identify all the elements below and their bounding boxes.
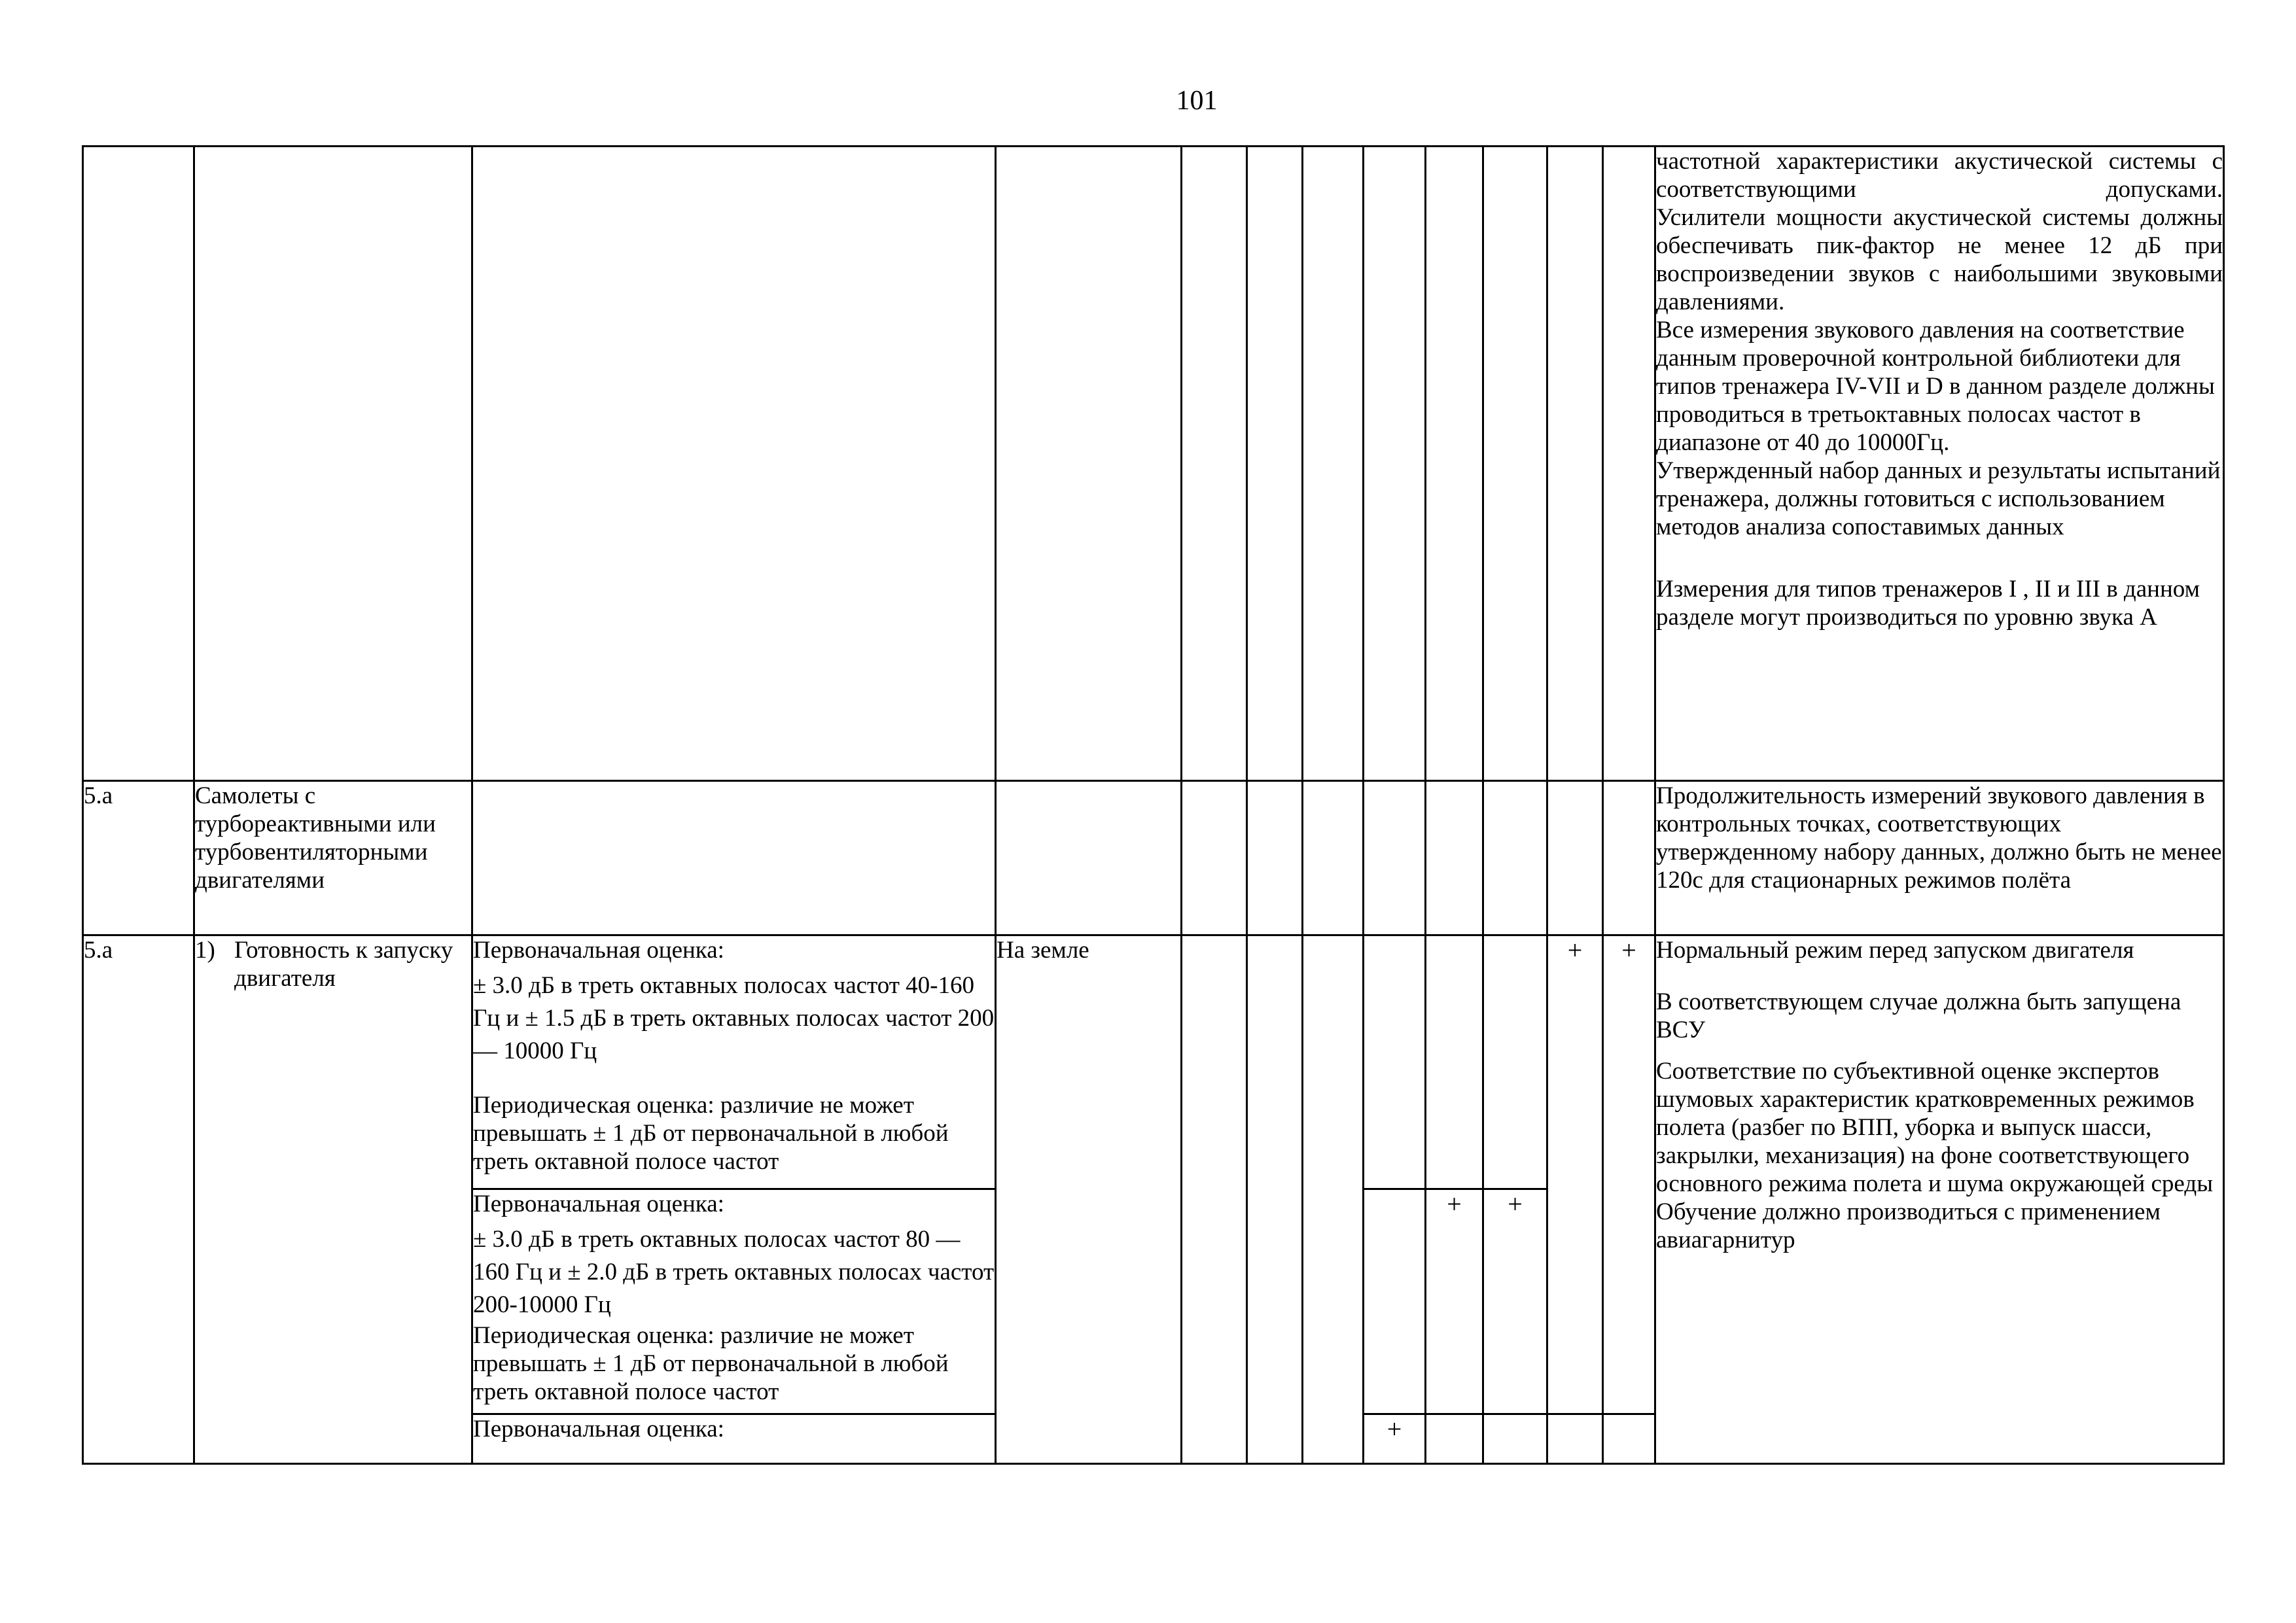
evaluation-initial-title: Первоначальная оценка: xyxy=(473,937,724,964)
cell-evaluation xyxy=(472,935,996,1189)
cell-number xyxy=(83,147,194,781)
table-row-engine-start xyxy=(83,935,2224,1189)
cell-condition: На земле xyxy=(996,935,1182,1464)
item-number: 1) xyxy=(195,937,215,964)
cell-number: 5.a xyxy=(83,935,194,1464)
evaluation-initial-text: ± 3.0 дБ в треть октавных полосах частот 40-160 Гц и ± 1.5 дБ в треть октавных полосах частот 200 — 10000 Гц xyxy=(473,972,995,1064)
requirement-text: Утвержденный набор данных и результаты испытаний тренажера, должны готовиться с использованием методов анализа сопоставимых данных xyxy=(1656,457,2221,540)
evaluation-initial-text: ± 3.0 дБ в треть октавных полосах частот 80 — 160 Гц и ± 2.0 дБ в треть октавных полосах частот 200-10000 Гц xyxy=(473,1226,995,1318)
cell-condition xyxy=(996,147,1182,781)
evaluation-periodic-text: Периодическая оценка: различие не может превышать ± 1 дБ от первоначальной в любой треть октавной полосе частот xyxy=(473,1092,949,1175)
plus-mark: + xyxy=(1483,1189,1547,1414)
requirement-text: частотной характеристики акустической системы с соответствующими допусками. xyxy=(1656,148,2223,203)
table-row-aircraft-type xyxy=(83,781,2224,935)
plus-mark: + xyxy=(1426,1189,1483,1414)
requirement-text: Измерения для типов тренажеров I , II и III в данном разделе могут производиться по уровню звука A xyxy=(1656,576,2200,631)
cell-evaluation xyxy=(472,147,996,781)
requirement-text: Обучение должно производиться с применением авиагарнитур xyxy=(1656,1198,2161,1253)
requirement-text: Соответствие по субъективной оценке экспертов шумовых характеристик кратковременных режимов полета (разбег по ВПП, уборка и выпуск шасси, закрылки, механизация) на фоне соответствующего основного режима полета и шума окружающей среды xyxy=(1656,1058,2214,1197)
cell-requirements: Продолжительность измерений звукового давления в контрольных точках, соответствующих утвержденному набору данных, должно быть не менее 120с для стационарных режимов полёта xyxy=(1655,781,2224,935)
cell-name xyxy=(194,935,472,1464)
item-name: Готовность к запуску двигателя xyxy=(234,937,453,992)
cell-evaluation: Первоначальная оценка: xyxy=(472,1414,996,1464)
plus-mark: + xyxy=(1364,1414,1426,1464)
plus-mark: + xyxy=(1603,935,1655,1414)
requirement-text: Нормальный режим перед запуском двигателя xyxy=(1656,937,2134,964)
evaluation-periodic-text: Периодическая оценка: различие не может превышать ± 1 дБ от первоначальной в любой треть октавной полосе частот xyxy=(473,1322,949,1405)
table-row-continuation xyxy=(83,147,2224,781)
requirement-text: В соответствующем случае должна быть запущена ВСУ xyxy=(1656,988,2181,1043)
plus-mark: + xyxy=(1547,935,1603,1414)
requirements-table xyxy=(82,145,2225,1465)
page-number: 101 xyxy=(1176,86,1218,116)
cell-requirements xyxy=(1655,935,2224,1464)
cell-number: 5.a xyxy=(83,781,194,935)
cell-evaluation xyxy=(472,1189,996,1414)
requirement-text: Все измерения звукового давления на соответствие данным проверочной контрольной библиотеки для типов тренажера IV-VII и D в данном разделе должны проводиться в третьоктавных полосах частот в диапазоне от 40 до 10000Гц. xyxy=(1656,317,2215,456)
cell-name: Самолеты с турбореактивными или турбовентиляторными двигателями xyxy=(194,781,472,935)
cell-requirements xyxy=(1655,147,2224,781)
cell-name xyxy=(194,147,472,781)
evaluation-initial-title: Первоначальная оценка: xyxy=(473,1191,724,1217)
requirement-text: Усилители мощности акустической системы должны обеспечивать пик-фактор не менее 12 дБ при воспроизведении звуков с наибольшими звуковыми давлениями. xyxy=(1656,204,2223,315)
